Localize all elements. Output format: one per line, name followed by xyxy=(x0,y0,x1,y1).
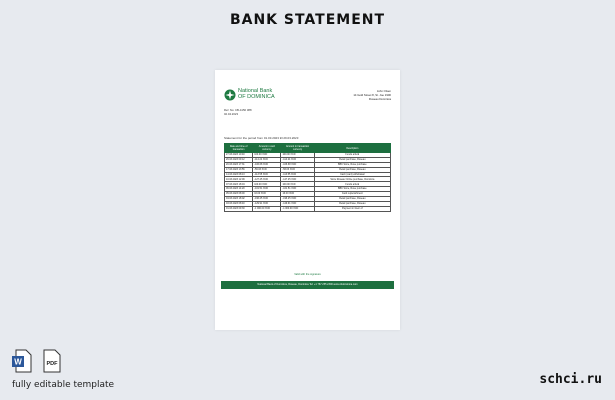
pdf-icon-letter: PDF xyxy=(46,361,58,367)
table-cell: 100.00 XCD xyxy=(253,153,281,158)
table-cell: 04.03.2023 18:02 xyxy=(225,197,253,202)
table-cell: -129.91 XCD xyxy=(253,201,281,206)
table-cell: 14.03.2023 08:13 xyxy=(225,172,253,177)
table-header-row xyxy=(225,144,391,153)
table-cell: Card replenishment xyxy=(314,192,390,197)
transactions-table xyxy=(224,143,391,212)
table-cell: -113.55 XCD xyxy=(281,172,314,177)
account-ref: Ref. No: CB-4150 388 xyxy=(224,108,252,112)
table-cell: -113.55 XCD xyxy=(253,172,281,177)
table-cell: -106.68 XCD xyxy=(253,162,281,167)
customer-block xyxy=(353,89,391,101)
table-cell: Payment in favor of xyxy=(314,206,390,211)
table-cell: 06.03.2023 14:20 xyxy=(225,187,253,192)
table-cell: -196.25 XCD xyxy=(253,197,281,202)
editable-caption: fully editable template xyxy=(12,380,115,390)
footer-bar: National Bank of Dominica, Roseau, Dominica Tel: +1 767 255 2300 www.nbdominica.com xyxy=(221,281,394,289)
table-cell: Funds arrival xyxy=(314,153,390,158)
format-icons xyxy=(12,349,72,373)
table-cell: 07.03.2023 18:04 xyxy=(225,182,253,187)
table-cell: 100.00 XCD xyxy=(253,182,281,187)
bank-name-line2: OF DOMINICA xyxy=(238,94,275,100)
site-watermark: schci.ru xyxy=(539,372,602,387)
table-cell: -101.51 XCD xyxy=(253,187,281,192)
table-cell: -1 000.00 XCD xyxy=(281,206,314,211)
table-cell: -114.24 XCD xyxy=(253,157,281,162)
pdf-file-icon xyxy=(42,349,62,373)
table-cell: Retail purchase, Roseau xyxy=(314,197,390,202)
bank-name-line1: National Bank xyxy=(238,88,273,94)
table-cell: -56.03 XCD xyxy=(253,167,281,172)
table-cell: Retail purchase, Roseau xyxy=(314,167,390,172)
table-cell: Funds arrival xyxy=(314,182,390,187)
statement-period: Statement for the period from 01.03.2023 till 29.03.2023 xyxy=(224,136,299,140)
table-cell: -127.25 XCD xyxy=(253,177,281,182)
customer-city: Roseau Dominica xyxy=(368,97,391,101)
table-cell: Store Roseau Online purchase, Dominica xyxy=(314,177,390,182)
table-cell: BBK Store, Rose purchase xyxy=(314,187,390,192)
table-cell: 27.03.2023 10:40 xyxy=(225,153,253,158)
table-cell: Retail purchase, Roseau xyxy=(314,157,390,162)
table-cell: 17.03.2023 13:56 xyxy=(225,167,253,172)
customer-address: 14 Gold Street 8, St. Joe 1900 xyxy=(353,93,391,97)
table-cell: -106.68 XCD xyxy=(281,162,314,167)
bank-logo xyxy=(224,88,284,102)
column-header: Date and time of transaction xyxy=(225,144,253,153)
column-header: Amount in card currency xyxy=(253,144,281,153)
table-cell: Cash (card) withdrawal xyxy=(314,172,390,177)
table-cell: -127.25 XCD xyxy=(281,177,314,182)
table-cell: -101.51 XCD xyxy=(281,187,314,192)
bank-emblem-icon xyxy=(224,89,236,101)
page-heading: BANK STATEMENT xyxy=(229,12,386,28)
table-cell: -129.91 XCD xyxy=(281,201,314,206)
table-cell: Retail purchase, Roseau xyxy=(314,201,390,206)
statement-document xyxy=(215,70,400,330)
customer-name: John Olsen xyxy=(376,89,391,93)
table-row xyxy=(225,206,391,211)
table-cell: 20.03.2023 17:31 xyxy=(225,162,253,167)
signature-note: Valid with the signature xyxy=(294,273,321,276)
column-header: Amount in transaction currency xyxy=(281,144,314,153)
table-cell: 05.03.2023 08:00 xyxy=(225,192,253,197)
account-block xyxy=(224,108,252,116)
word-file-icon xyxy=(12,349,32,373)
table-cell: 26.03.2023 09:12 xyxy=(225,157,253,162)
table-cell: -1 000.00 XCD xyxy=(253,206,281,211)
table-cell: 10.03.2023 12:09 xyxy=(225,177,253,182)
column-header: Description xyxy=(314,144,390,153)
word-icon-letter: W xyxy=(14,357,22,367)
table-cell: 100.00 XCD xyxy=(281,153,314,158)
table-cell: 100.00 XCD xyxy=(281,182,314,187)
table-cell: BBK Store, Rose purchase xyxy=(314,162,390,167)
table-cell: 01.03.2023 09:30 xyxy=(225,206,253,211)
table-cell: 16.00 XCD xyxy=(253,192,281,197)
table-cell: 03.03.2023 08:40 xyxy=(225,201,253,206)
table-cell: -56.03 XCD xyxy=(281,167,314,172)
table-cell: -196.25 XCD xyxy=(281,197,314,202)
table-cell: -114.24 XCD xyxy=(281,157,314,162)
statement-date: 02.04.2023 xyxy=(224,112,238,116)
table-cell: 16.00 XCD xyxy=(281,192,314,197)
